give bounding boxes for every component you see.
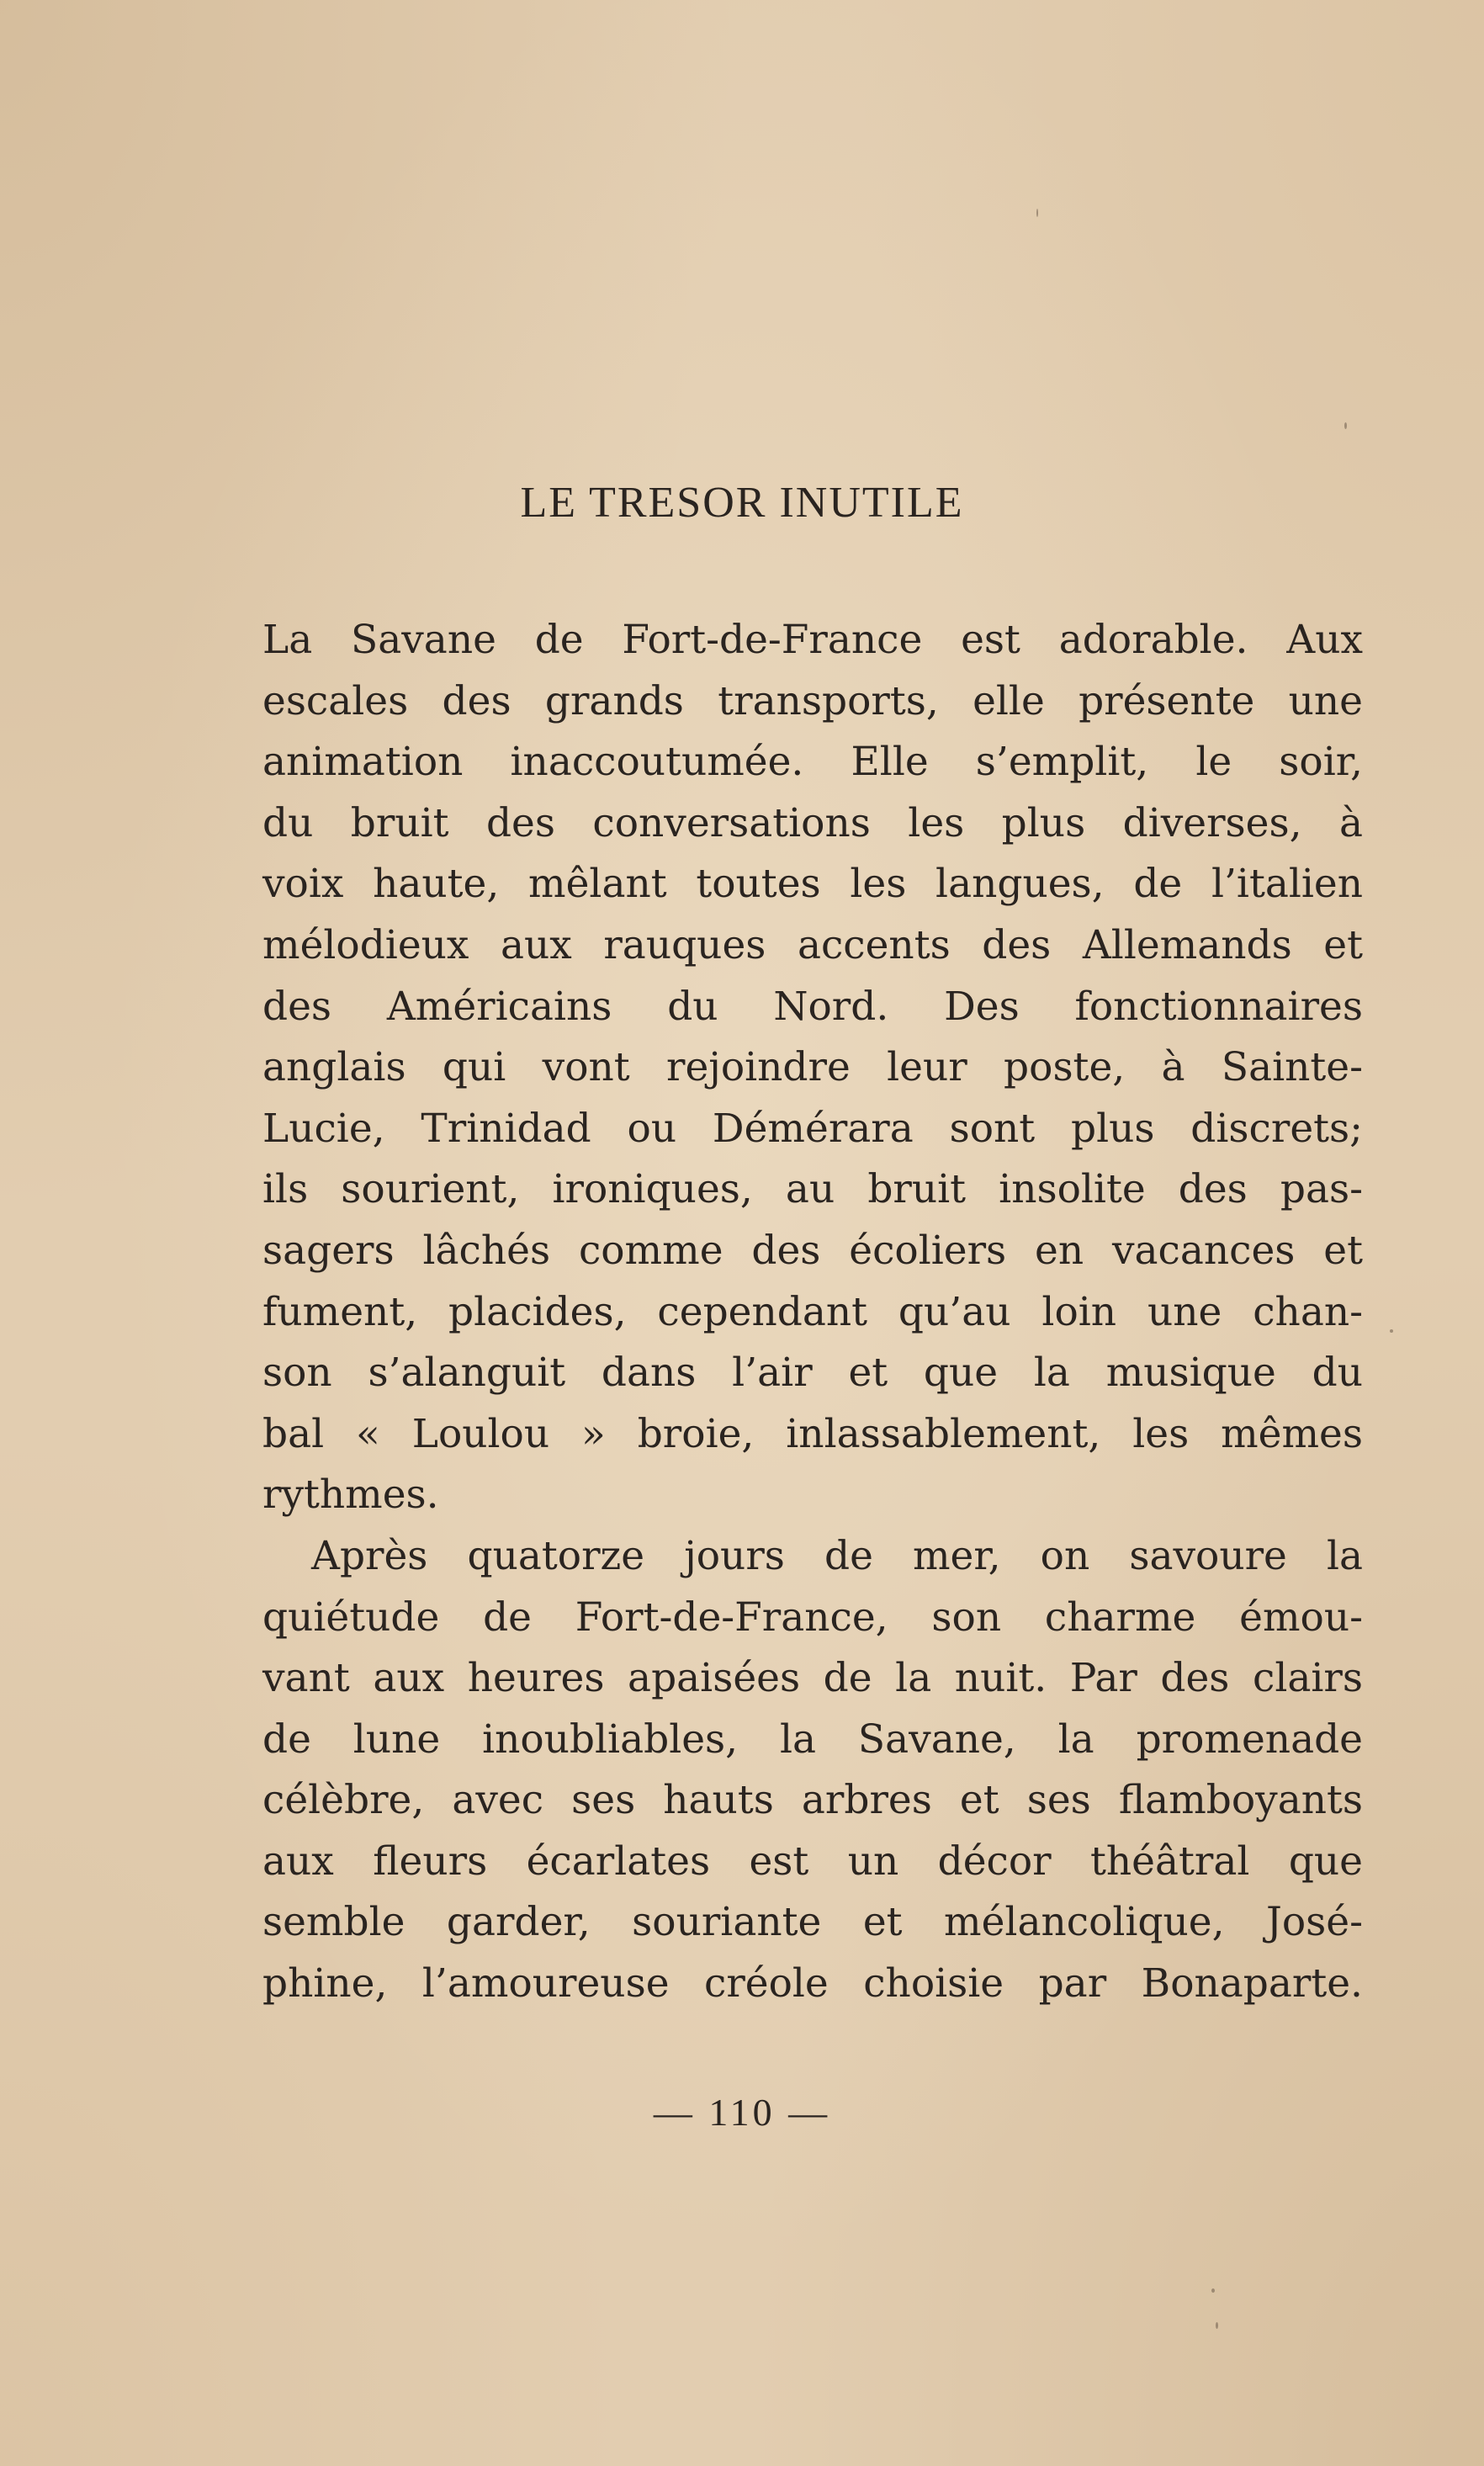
text-line: son s’alanguit dans l’air et que la musique du — [262, 1350, 1363, 1397]
text-line: sagers lâchés comme des écoliers en vacances et — [262, 1227, 1363, 1274]
text-line: animation inaccoutumée. Elle s’emplit, le soir, — [262, 739, 1363, 786]
text-line: semble garder, souriante et mélancolique, José- — [262, 1899, 1363, 1946]
text-line: célèbre, avec ses hauts arbres et ses flamboyants — [262, 1777, 1363, 1824]
text-line: mélodieux aux rauques accents des Allemands et — [262, 921, 1363, 968]
text-line: anglais qui vont rejoindre leur poste, à Sainte- — [262, 1044, 1363, 1091]
text-line: vant aux heures apaisées de la nuit. Par des clairs — [262, 1655, 1363, 1702]
text-line: ils sourient, ironiques, au bruit insolite des pas- — [262, 1166, 1363, 1213]
text-line: du bruit des conversations les plus diverses, à — [262, 799, 1363, 846]
text-line: escales des grands transports, elle présente une — [262, 677, 1363, 724]
body-text — [262, 610, 1363, 2015]
page-number: — 110 — — [653, 2091, 831, 2134]
paper-speck — [1036, 209, 1038, 217]
text-line: phine, l’amoureuse créole choisie par Bonaparte. — [262, 1960, 1363, 2007]
text-line: voix haute, mêlant toutes les langues, de l’italien — [262, 861, 1363, 908]
text-line: de lune inoubliables, la Savane, la promenade — [262, 1716, 1363, 1763]
text-line: aux fleurs écarlates est un décor théâtral que — [262, 1838, 1363, 1885]
paper-speck — [1216, 2322, 1218, 2329]
paper-speck — [1344, 422, 1347, 429]
paper-speck — [1390, 1329, 1393, 1333]
text-line: bal « Loulou » broie, inlassablement, les mêmes — [262, 1410, 1363, 1457]
text-line: quiétude de Fort-de-France, son charme émou- — [262, 1594, 1363, 1641]
text-line: fument, placides, cependant qu’au loin une chan- — [262, 1288, 1363, 1335]
paper-speck — [1211, 2288, 1215, 2293]
text-line: Lucie, Trinidad ou Démérara sont plus discrets; — [262, 1105, 1363, 1152]
text-line: rythmes. — [262, 1472, 439, 1519]
text-line: des Américains du Nord. Des fonctionnaires — [262, 983, 1363, 1030]
paragraph-1 — [262, 610, 1363, 1526]
text-line: Après quatorze jours de mer, on savoure la — [311, 1532, 1363, 1579]
paragraph-2 — [262, 1526, 1363, 2015]
chapter-title: LE TRESOR INUTILE — [520, 479, 964, 527]
text-line: La Savane de Fort-de-France est adorable. Aux — [262, 617, 1363, 663]
